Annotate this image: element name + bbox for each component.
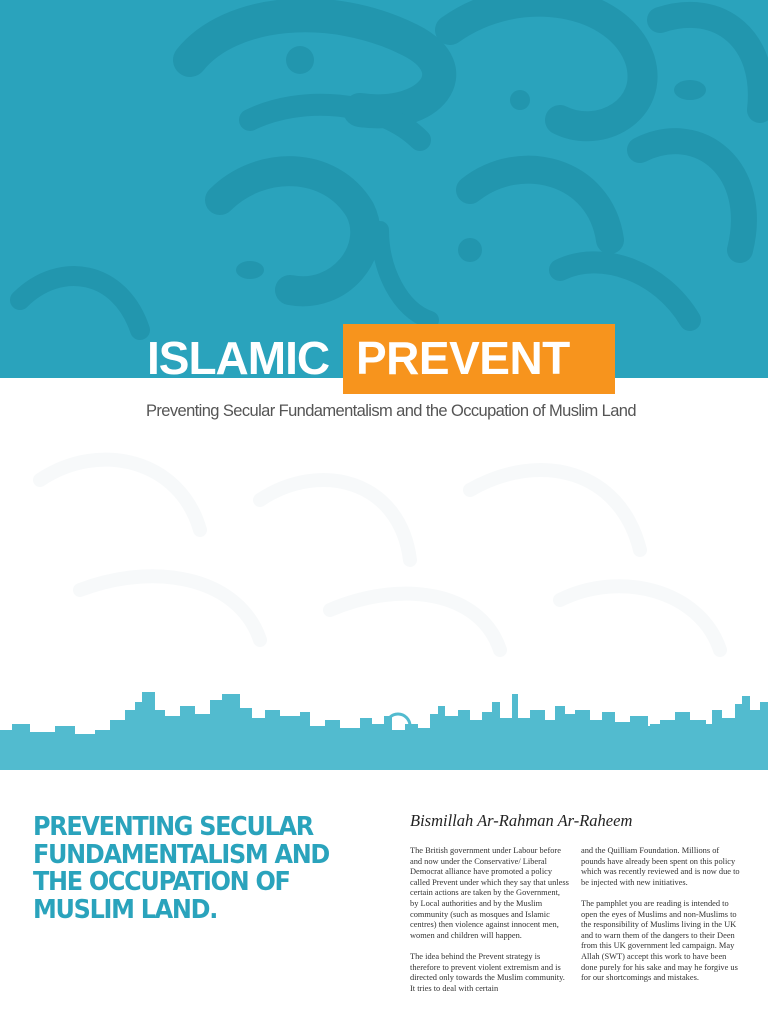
- body-column-2: [581, 846, 741, 994]
- title-islamic: ISLAMIC: [147, 332, 330, 384]
- body-column-1: [410, 846, 570, 1005]
- faint-watermark-pattern: [0, 420, 768, 680]
- paragraph: The British government under Labour before and now under the Conservative/ Liberal Democrat alliance have promoted a policy called Prevent under which they say that unless certain actions are taken by the Government, by Local authorities and by the Muslim community (such as mosques and Islamic centres) then violence against innocent men, women and children will happen.: [410, 846, 569, 940]
- paragraph: The idea behind the Prevent strategy is therefore to prevent violent extremism and is directed only towards the Muslim community. It tries to deal with certain: [410, 951, 565, 993]
- arabic-calligraphy-background: [0, 0, 768, 378]
- cover-banner: [0, 0, 768, 378]
- city-skyline-graphic: [0, 680, 768, 770]
- article-heading: PREVENTING SECULAR FUNDAMENTALISM AND THE OCCUPATION OF MUSLIM LAND.: [33, 812, 329, 925]
- paragraph: The pamphlet you are reading is intended to open the eyes of Muslims and non-Muslims to the responsibility of Muslims living in the UK and to warn them of the dangers to their Deen from this UK government led campaign. May Allah (SWT) accept this work to have been done purely for his sake and may he forgive us for our shortcomings and mistakes.: [581, 898, 738, 983]
- title-prevent: PREVENT: [356, 332, 570, 384]
- paragraph: and the Quilliam Foundation. Millions of pounds have already been spent on this policy which was recently reviewed and is now due to be injected with new initiatives.: [581, 846, 740, 887]
- cover-subtitle: Preventing Secular Fundamentalism and the Occupation of Muslim Land: [146, 402, 636, 420]
- bismillah-title: Bismillah Ar-Rahman Ar-Raheem: [410, 811, 633, 830]
